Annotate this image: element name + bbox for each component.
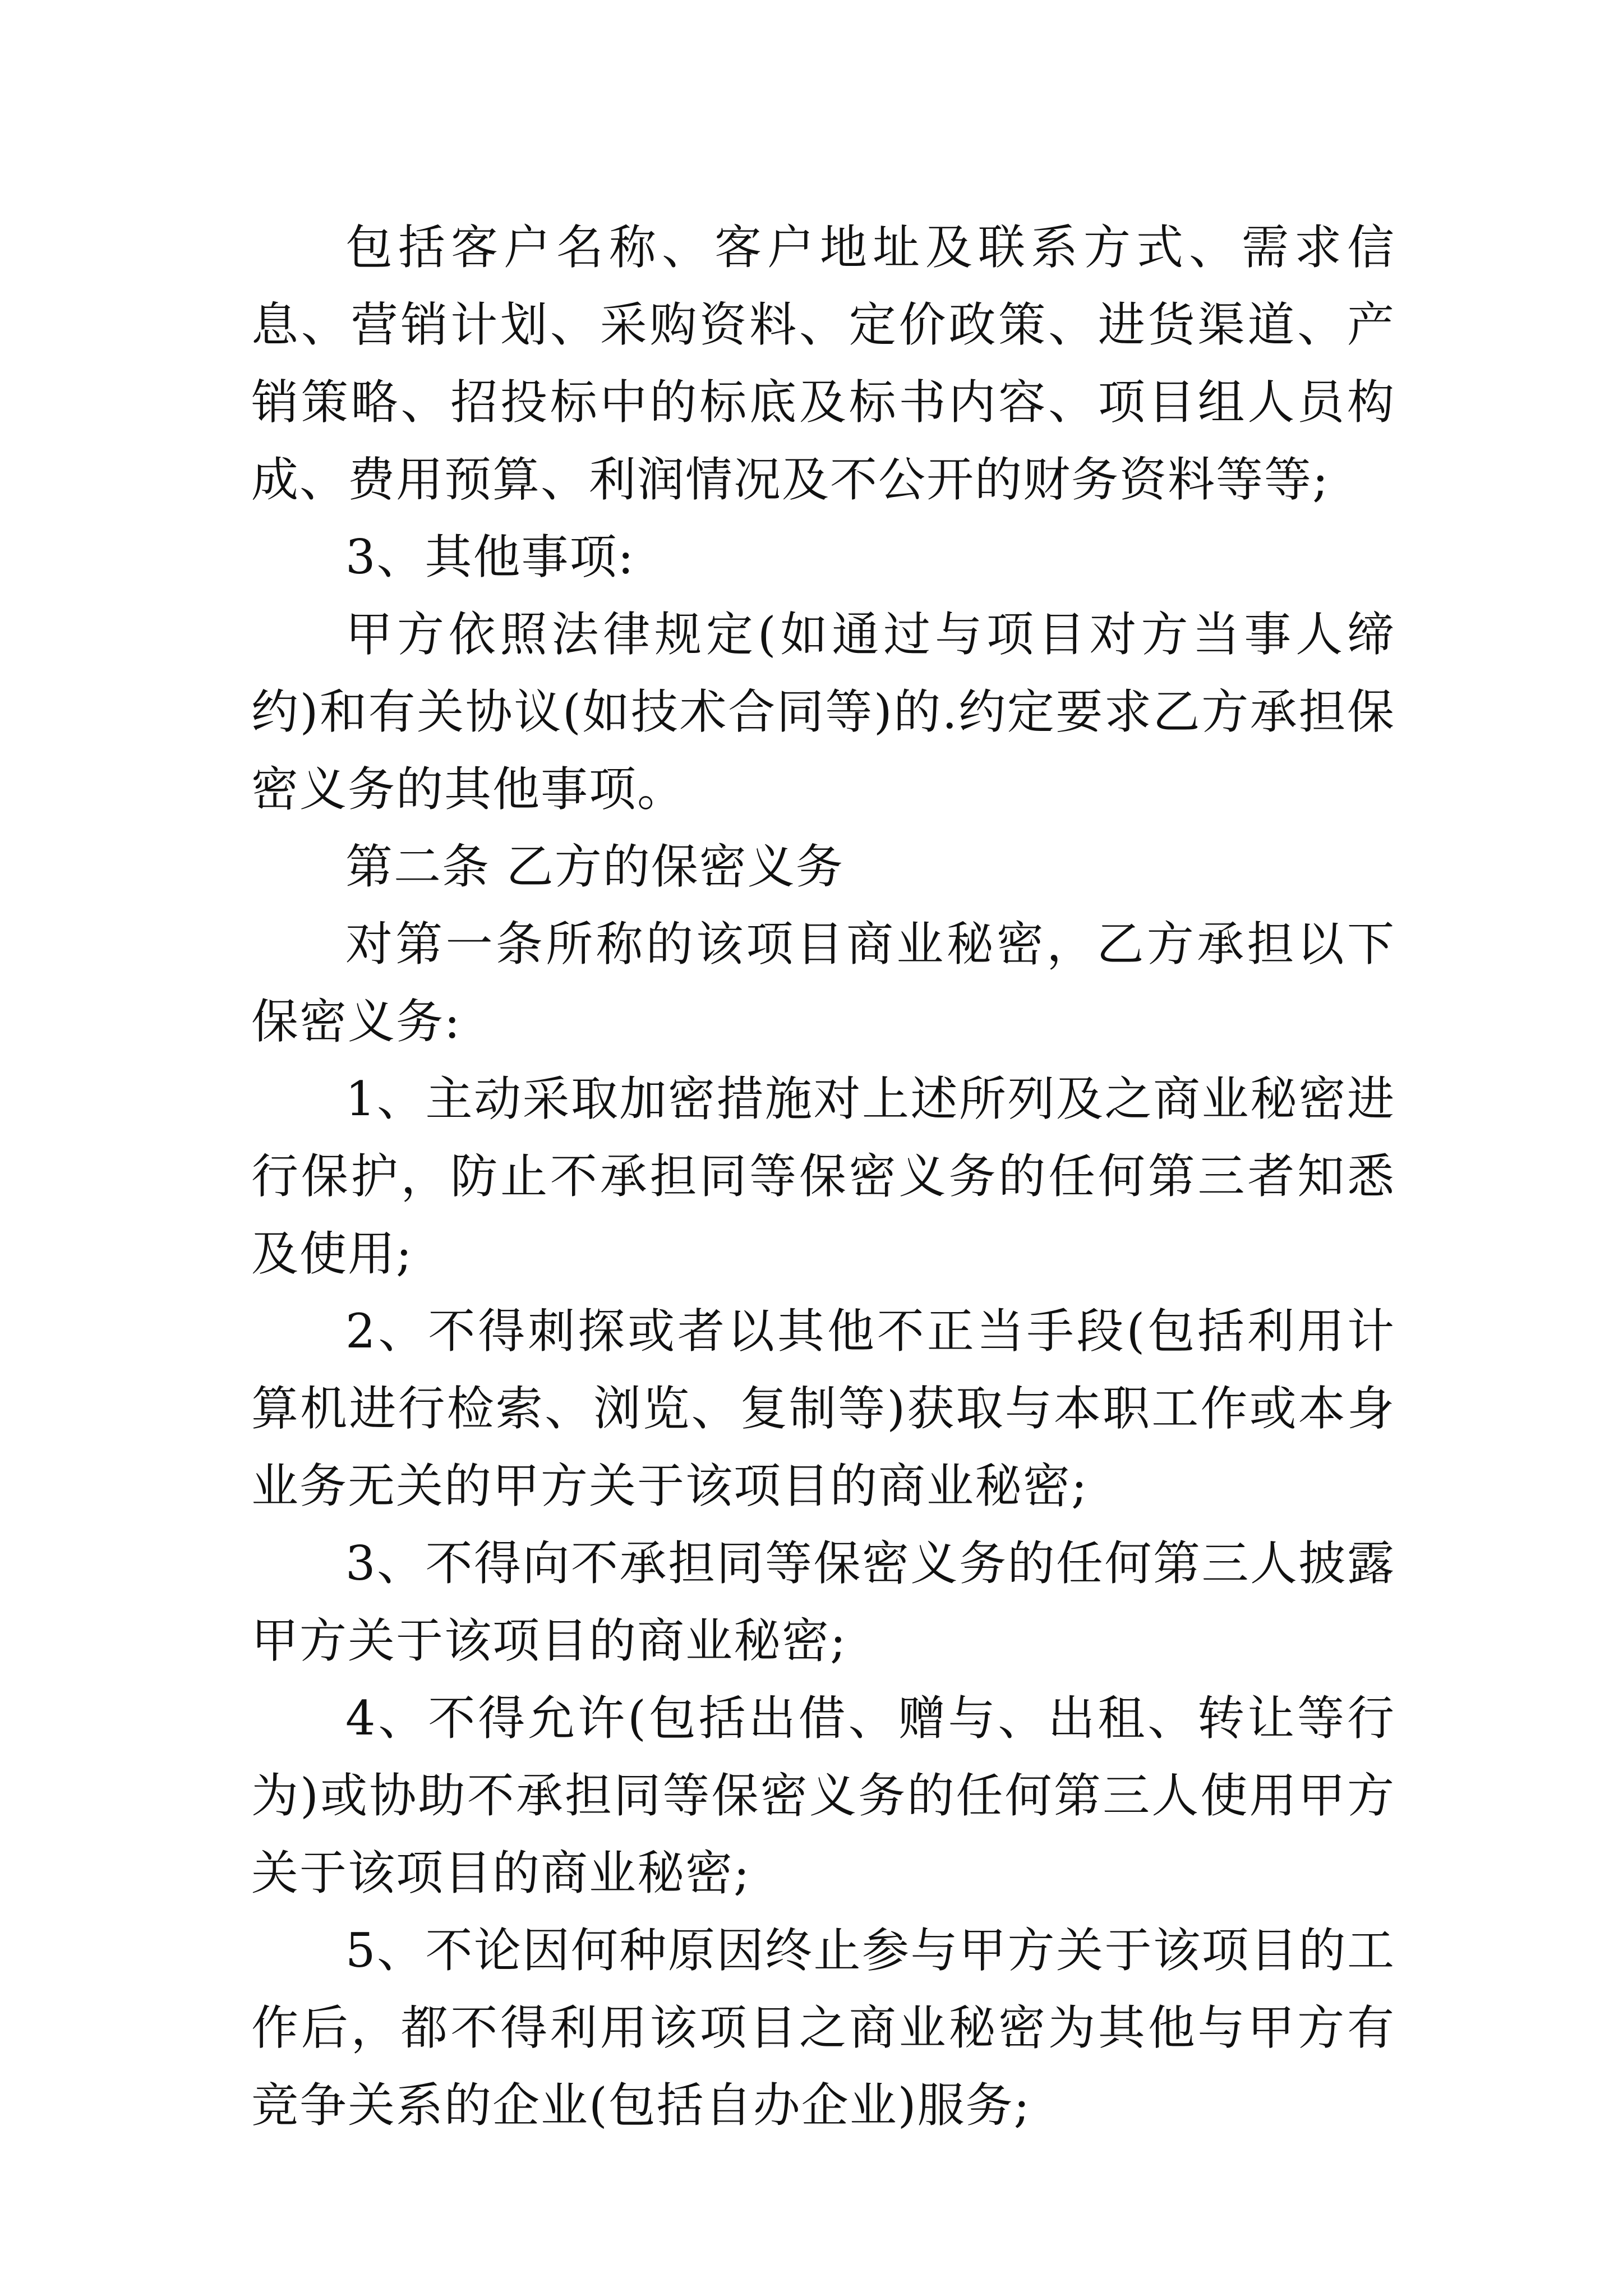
paragraph-2: 3、其他事项: (345, 530, 635, 585)
document-body (251, 209, 1395, 2144)
paragraph-5: 对第一条所称的该项目商业秘密，乙方承担以下保密义务: (251, 917, 1395, 1049)
obligation-item-4: 4、不得允许(包括出借、赠与、出租、转让等行为)或协助不承担同等保密义务的任何第三人使用甲方关于该项目的商业秘密; (251, 1691, 1395, 1901)
paragraph-1: 包括客户名称、客户地址及联系方式、需求信息、营销计划、采购资料、定价政策、进货渠道、产销策略、招投标中的标底及标书内容、项目组人员构成、费用预算、利润情况及不公开的财务资料等等; (251, 220, 1395, 507)
obligation-item-3: 3、不得向不承担同等保密义务的任何第三人披露甲方关于该项目的商业秘密; (251, 1536, 1395, 1668)
article-heading: 第二条 乙方的保密义务 (345, 839, 844, 894)
obligation-item-1: 1、主动采取加密措施对上述所列及之商业秘密进行保护，防止不承担同等保密义务的任何第三者知悉及使用; (251, 1071, 1395, 1281)
obligation-item-2: 2、不得刺探或者以其他不正当手段(包括利用计算机进行检索、浏览、复制等)获取与本职工作或本身业务无关的甲方关于该项目的商业秘密; (251, 1304, 1395, 1513)
obligation-item-5: 5、不论因何种原因终止参与甲方关于该项目的工作后，都不得利用该项目之商业秘密为其他与甲方有竞争关系的企业(包括自办企业)服务; (251, 1923, 1395, 2133)
paragraph-3: 甲方依照法律规定(如通过与项目对方当事人缔约)和有关协议(如技术合同等)的.约定要求乙方承担保密义务的其他事项。 (251, 607, 1395, 817)
